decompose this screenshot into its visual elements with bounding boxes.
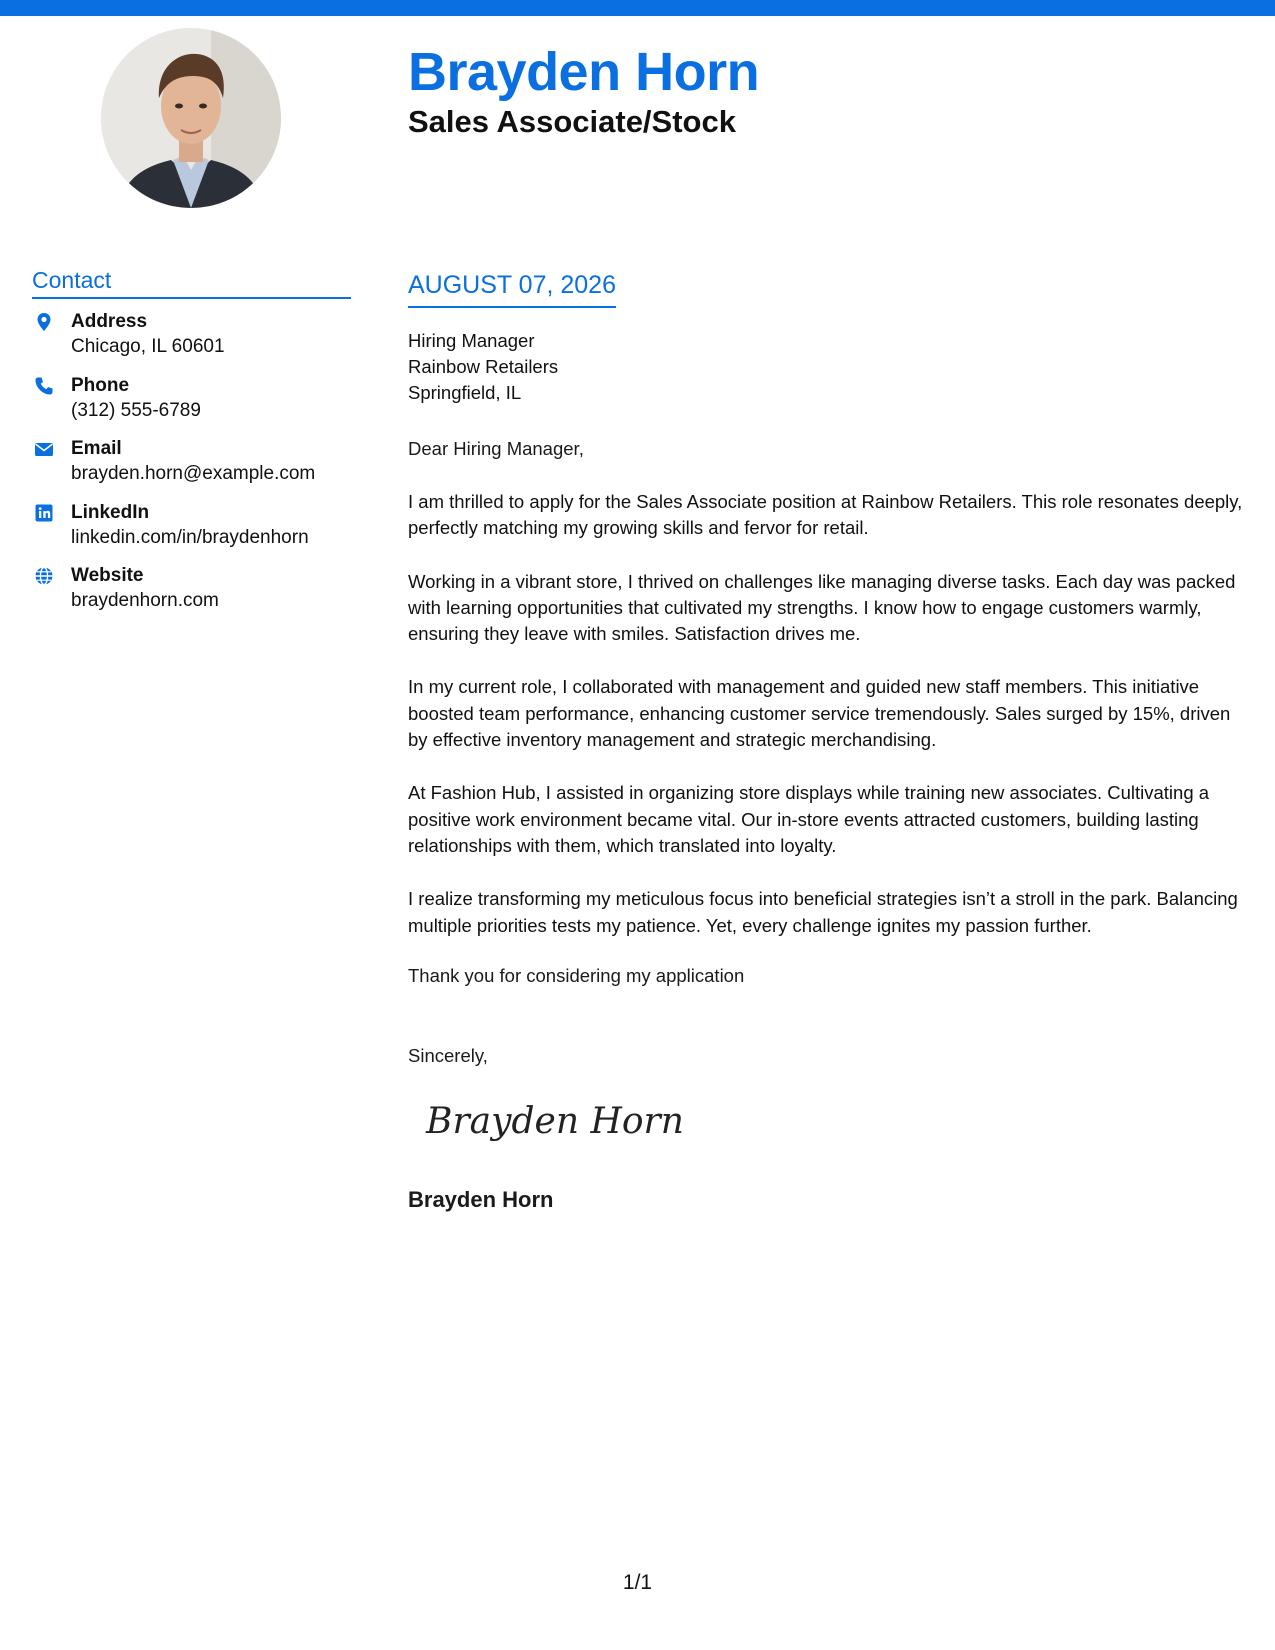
body-paragraph: I realize transforming my meticulous focus into beneficial strategies isn’t a stroll in the park. Balancing multiple priorities tests my patience. Yet, every challenge ignites my passion further. bbox=[408, 888, 1238, 936]
handwritten-signature: Brayden Horn bbox=[426, 1101, 684, 1142]
map-pin-icon bbox=[34, 312, 54, 332]
contact-item-address bbox=[32, 310, 362, 374]
page-number: 1/1 bbox=[622, 1571, 653, 1594]
contact-label: Phone bbox=[71, 374, 130, 396]
greeting: Dear Hiring Manager, bbox=[408, 438, 584, 459]
applicant-name: Brayden Horn bbox=[408, 42, 760, 102]
job-title: Sales Associate/Stock bbox=[408, 104, 736, 139]
body-paragraph: I am thrilled to apply for the Sales Associate position at Rainbow Retailers. This role resonates deeply, perfectly matching my growing skills and fervor for retail. bbox=[408, 491, 1243, 539]
website-value[interactable]: braydenhorn.com bbox=[71, 590, 219, 611]
contact-label: LinkedIn bbox=[71, 501, 150, 523]
letter-body bbox=[408, 489, 1248, 966]
phone-icon bbox=[34, 376, 54, 396]
sign-off: Sincerely, bbox=[408, 1045, 488, 1066]
address-value: Chicago, IL 60601 bbox=[71, 336, 225, 357]
contact-list bbox=[32, 310, 362, 628]
body-paragraph: At Fashion Hub, I assisted in organizing store displays while training new associates. Cultivating a positive work environment became vital. Our in-store events attracted customers, building lasting relationships with them, which translated into loyalty. bbox=[408, 782, 1210, 856]
closing-thanks: Thank you for considering my application bbox=[408, 965, 745, 986]
contact-label: Website bbox=[71, 565, 144, 586]
recipient-line: Hiring Manager bbox=[408, 330, 535, 351]
top-accent-bar bbox=[0, 0, 1275, 16]
contact-item-phone bbox=[32, 374, 362, 438]
body-paragraph: Working in a vibrant store, I thrived on challenges like managing diverse tasks. Each day was packed with learning opportunities that cultivated my strengths. I know how to engage customers warmly, ensuring they leave with smiles. Satisfaction drives me. bbox=[408, 570, 1236, 645]
contact-label: Email bbox=[71, 438, 122, 459]
contact-item-linkedin bbox=[32, 501, 362, 565]
linkedin-icon bbox=[34, 503, 54, 523]
contact-item-website bbox=[32, 564, 362, 628]
letter-date: AUGUST 07, 2026 bbox=[408, 270, 616, 308]
body-paragraph: In my current role, I collaborated with management and guided new staff members. This initiative boosted team performance, enhancing customer service tremendously. Sales surged by 15%, driven by effective inventory management and strategic merchandising. bbox=[408, 676, 1231, 751]
recipient-line: Springfield, IL bbox=[408, 382, 522, 403]
signer-name: Brayden Horn bbox=[408, 1187, 554, 1212]
recipient-block bbox=[408, 328, 558, 406]
linkedin-value[interactable]: linkedin.com/in/braydenhorn bbox=[71, 526, 309, 548]
phone-value[interactable]: (312) 555-6789 bbox=[71, 399, 201, 421]
profile-photo bbox=[101, 28, 281, 208]
email-value[interactable]: brayden.horn@example.com bbox=[71, 463, 316, 484]
contact-label: Address bbox=[71, 311, 148, 332]
recipient-line: Rainbow Retailers bbox=[408, 356, 559, 377]
globe-icon bbox=[34, 566, 54, 586]
email-icon bbox=[34, 439, 54, 459]
contact-item-email bbox=[32, 437, 362, 501]
contact-heading: Contact bbox=[32, 266, 351, 299]
